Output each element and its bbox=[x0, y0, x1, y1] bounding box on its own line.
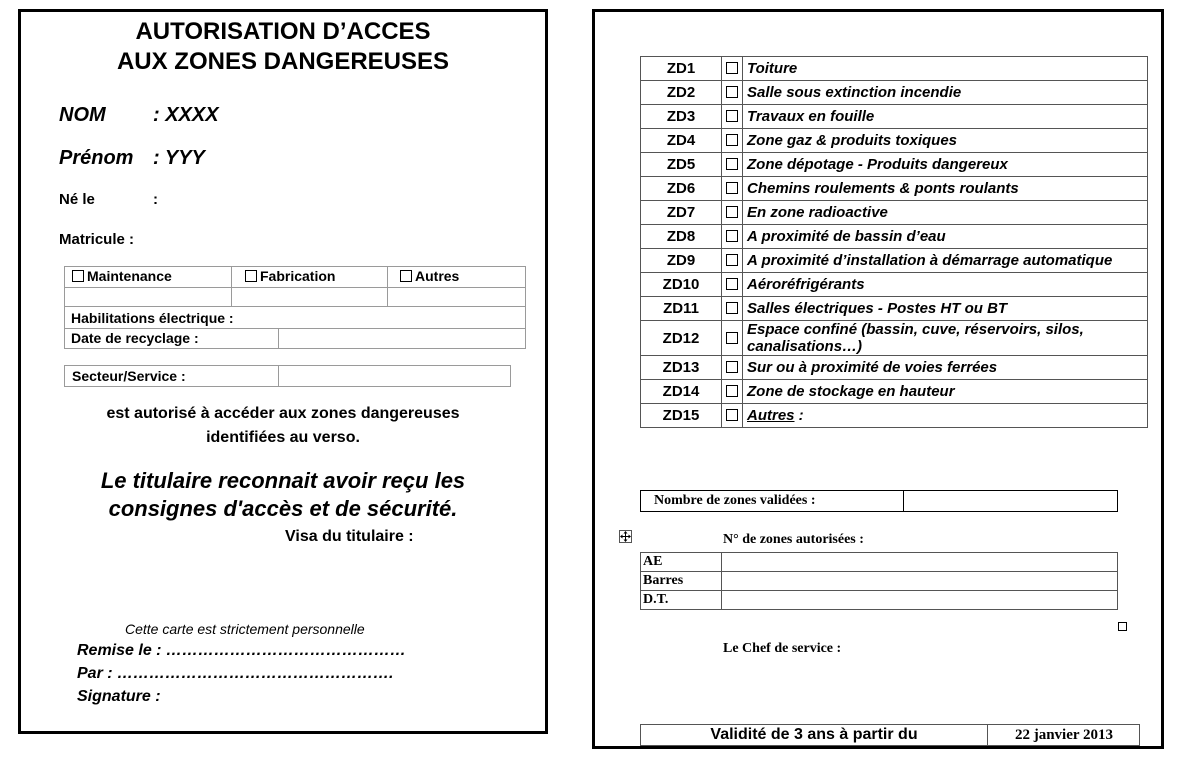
zone-check-cell bbox=[722, 297, 743, 321]
nom-label: NOM bbox=[59, 104, 106, 126]
zone-checkbox[interactable] bbox=[726, 385, 738, 397]
zone-label: Chemins roulements & ponts roulants bbox=[743, 177, 1148, 201]
matricule-label: Matricule : bbox=[59, 231, 135, 248]
validite-label: Validité de 3 ans à partir du bbox=[710, 726, 918, 743]
zone-check-cell bbox=[722, 249, 743, 273]
habilitation-table bbox=[64, 307, 526, 349]
zone-check-cell bbox=[722, 177, 743, 201]
zone-row bbox=[641, 81, 1148, 105]
zone-row bbox=[641, 273, 1148, 297]
zone-code: ZD14 bbox=[641, 380, 722, 404]
zone-code: ZD5 bbox=[641, 153, 722, 177]
zone-check-cell bbox=[722, 57, 743, 81]
ne-le-label: Né le bbox=[59, 191, 95, 208]
zone-check-cell bbox=[722, 380, 743, 404]
zone-check-cell bbox=[722, 404, 743, 428]
remise-line: Remise le : ……………………………………… bbox=[77, 642, 406, 659]
zone-code: ZD10 bbox=[641, 273, 722, 297]
visa-label: Visa du titulaire : bbox=[285, 528, 414, 545]
zone-check-cell bbox=[722, 153, 743, 177]
habilitations-label: Habilitations électrique : bbox=[71, 310, 234, 326]
maintenance-label: Maintenance bbox=[87, 268, 172, 284]
zones-table bbox=[640, 56, 1148, 428]
zone-label: Toiture bbox=[743, 57, 1148, 81]
ne-le-colon: : bbox=[153, 191, 158, 208]
validite-date: 22 janvier 2013 bbox=[1014, 727, 1114, 743]
fabrication-checkbox[interactable] bbox=[245, 270, 257, 282]
zone-checkbox[interactable] bbox=[726, 409, 738, 421]
zone-label: Autres : bbox=[743, 404, 1148, 428]
zone-checkbox[interactable] bbox=[726, 110, 738, 122]
zone-row bbox=[641, 57, 1148, 81]
zone-check-cell bbox=[722, 225, 743, 249]
zone-label: Zone gaz & produits toxiques bbox=[743, 129, 1148, 153]
autres-label: Autres bbox=[415, 268, 460, 284]
sign-row-value[interactable] bbox=[722, 572, 1118, 591]
zone-code: ZD3 bbox=[641, 105, 722, 129]
zone-row bbox=[641, 105, 1148, 129]
zone-label: Salles électriques - Postes HT ou BT bbox=[743, 297, 1148, 321]
zone-code: ZD6 bbox=[641, 177, 722, 201]
move-handle-icon[interactable] bbox=[619, 530, 632, 543]
fabrication-label: Fabrication bbox=[260, 268, 336, 284]
zone-code: ZD4 bbox=[641, 129, 722, 153]
zone-check-cell bbox=[722, 273, 743, 297]
zone-checkbox[interactable] bbox=[726, 62, 738, 74]
secteur-table bbox=[64, 365, 511, 387]
autres-checkbox[interactable] bbox=[400, 270, 412, 282]
zone-row bbox=[641, 201, 1148, 225]
zone-code: ZD12 bbox=[641, 321, 722, 356]
zone-check-cell bbox=[722, 129, 743, 153]
back-card bbox=[592, 9, 1164, 749]
prenom-value: : YYY bbox=[153, 147, 205, 169]
sign-row-value[interactable] bbox=[722, 591, 1118, 610]
par-line: Par : ……………………………………………. bbox=[77, 665, 394, 682]
department-fabrication[interactable] bbox=[245, 268, 335, 284]
sign-row bbox=[641, 591, 1118, 610]
zone-row bbox=[641, 153, 1148, 177]
zone-label: Salle sous extinction incendie bbox=[743, 81, 1148, 105]
zone-code: ZD13 bbox=[641, 356, 722, 380]
zone-code: ZD2 bbox=[641, 81, 722, 105]
zone-label: A proximité d’installation à démarrage automatique bbox=[743, 249, 1148, 273]
zone-row bbox=[641, 404, 1148, 428]
chef-label: Le Chef de service : bbox=[723, 641, 842, 656]
sign-row-label: Barres bbox=[641, 572, 722, 591]
zone-checkbox[interactable] bbox=[726, 158, 738, 170]
department-maintenance[interactable] bbox=[72, 268, 172, 284]
table-resize-handle[interactable] bbox=[1118, 622, 1127, 631]
sign-row-label: AE bbox=[641, 553, 722, 572]
zone-label-underlined: Autres bbox=[747, 407, 795, 424]
sign-row-label: D.T. bbox=[641, 591, 722, 610]
consignes-line-2: consignes d'accès et de sécurité. bbox=[108, 496, 458, 521]
zone-checkbox[interactable] bbox=[726, 86, 738, 98]
zone-row bbox=[641, 225, 1148, 249]
sign-row bbox=[641, 572, 1118, 591]
nombre-table bbox=[640, 490, 1118, 512]
zone-row bbox=[641, 177, 1148, 201]
nom-value: : XXXX bbox=[153, 104, 219, 126]
zone-label: A proximité de bassin d’eau bbox=[743, 225, 1148, 249]
zone-check-cell bbox=[722, 201, 743, 225]
zone-code: ZD7 bbox=[641, 201, 722, 225]
prenom-label: Prénom bbox=[59, 147, 134, 169]
sign-row-value[interactable] bbox=[722, 553, 1118, 572]
zone-checkbox[interactable] bbox=[726, 332, 738, 344]
zone-checkbox[interactable] bbox=[726, 134, 738, 146]
department-autres[interactable] bbox=[400, 268, 459, 284]
autorise-line-1: est autorisé à accéder aux zones dangereuses bbox=[106, 405, 460, 422]
department-table bbox=[64, 266, 526, 307]
zone-checkbox[interactable] bbox=[726, 361, 738, 373]
zone-code: ZD1 bbox=[641, 57, 722, 81]
zone-label: En zone radioactive bbox=[743, 201, 1148, 225]
zone-checkbox[interactable] bbox=[726, 278, 738, 290]
zone-checkbox[interactable] bbox=[726, 206, 738, 218]
zone-label: Espace confiné (bassin, cuve, réservoirs, silos, canalisations…) bbox=[743, 321, 1148, 356]
zone-check-cell bbox=[722, 105, 743, 129]
personnelle-note: Cette carte est strictement personnelle bbox=[125, 621, 365, 637]
zone-check-cell bbox=[722, 321, 743, 356]
zone-label: Sur ou à proximité de voies ferrées bbox=[743, 356, 1148, 380]
signature-line: Signature : bbox=[77, 688, 161, 705]
zone-row bbox=[641, 297, 1148, 321]
zone-code: ZD8 bbox=[641, 225, 722, 249]
zone-checkbox[interactable] bbox=[726, 254, 738, 266]
sign-table bbox=[640, 552, 1118, 610]
zone-code: ZD11 bbox=[641, 297, 722, 321]
title-line-1: AUTORISATION D’ACCES bbox=[135, 18, 431, 45]
zone-row bbox=[641, 380, 1148, 404]
recyclage-label: Date de recyclage : bbox=[71, 330, 199, 346]
zone-check-cell bbox=[722, 81, 743, 105]
title-line-2: AUX ZONES DANGEREUSES bbox=[116, 48, 450, 75]
zone-row bbox=[641, 249, 1148, 273]
front-card bbox=[18, 9, 548, 734]
zone-checkbox[interactable] bbox=[726, 230, 738, 242]
secteur-label: Secteur/Service : bbox=[72, 368, 186, 384]
zone-row bbox=[641, 321, 1148, 356]
maintenance-checkbox[interactable] bbox=[72, 270, 84, 282]
autorisees-label: N° de zones autorisées : bbox=[723, 532, 864, 547]
zone-label: Zone de stockage en hauteur bbox=[743, 380, 1148, 404]
nombre-label: Nombre de zones validées : bbox=[654, 493, 816, 508]
sign-row bbox=[641, 553, 1118, 572]
zone-code: ZD15 bbox=[641, 404, 722, 428]
zone-label: Zone dépotage - Produits dangereux bbox=[743, 153, 1148, 177]
zone-code: ZD9 bbox=[641, 249, 722, 273]
consignes-line-1: Le titulaire reconnait avoir reçu les bbox=[100, 468, 466, 493]
validite-table bbox=[640, 724, 1140, 746]
zone-label: Aéroréfrigérants bbox=[743, 273, 1148, 297]
zone-label: Travaux en fouille bbox=[743, 105, 1148, 129]
zone-row bbox=[641, 129, 1148, 153]
zone-check-cell bbox=[722, 356, 743, 380]
zone-checkbox[interactable] bbox=[726, 302, 738, 314]
autorise-line-2: identifiées au verso. bbox=[206, 429, 360, 446]
zone-row bbox=[641, 356, 1148, 380]
zone-checkbox[interactable] bbox=[726, 182, 738, 194]
